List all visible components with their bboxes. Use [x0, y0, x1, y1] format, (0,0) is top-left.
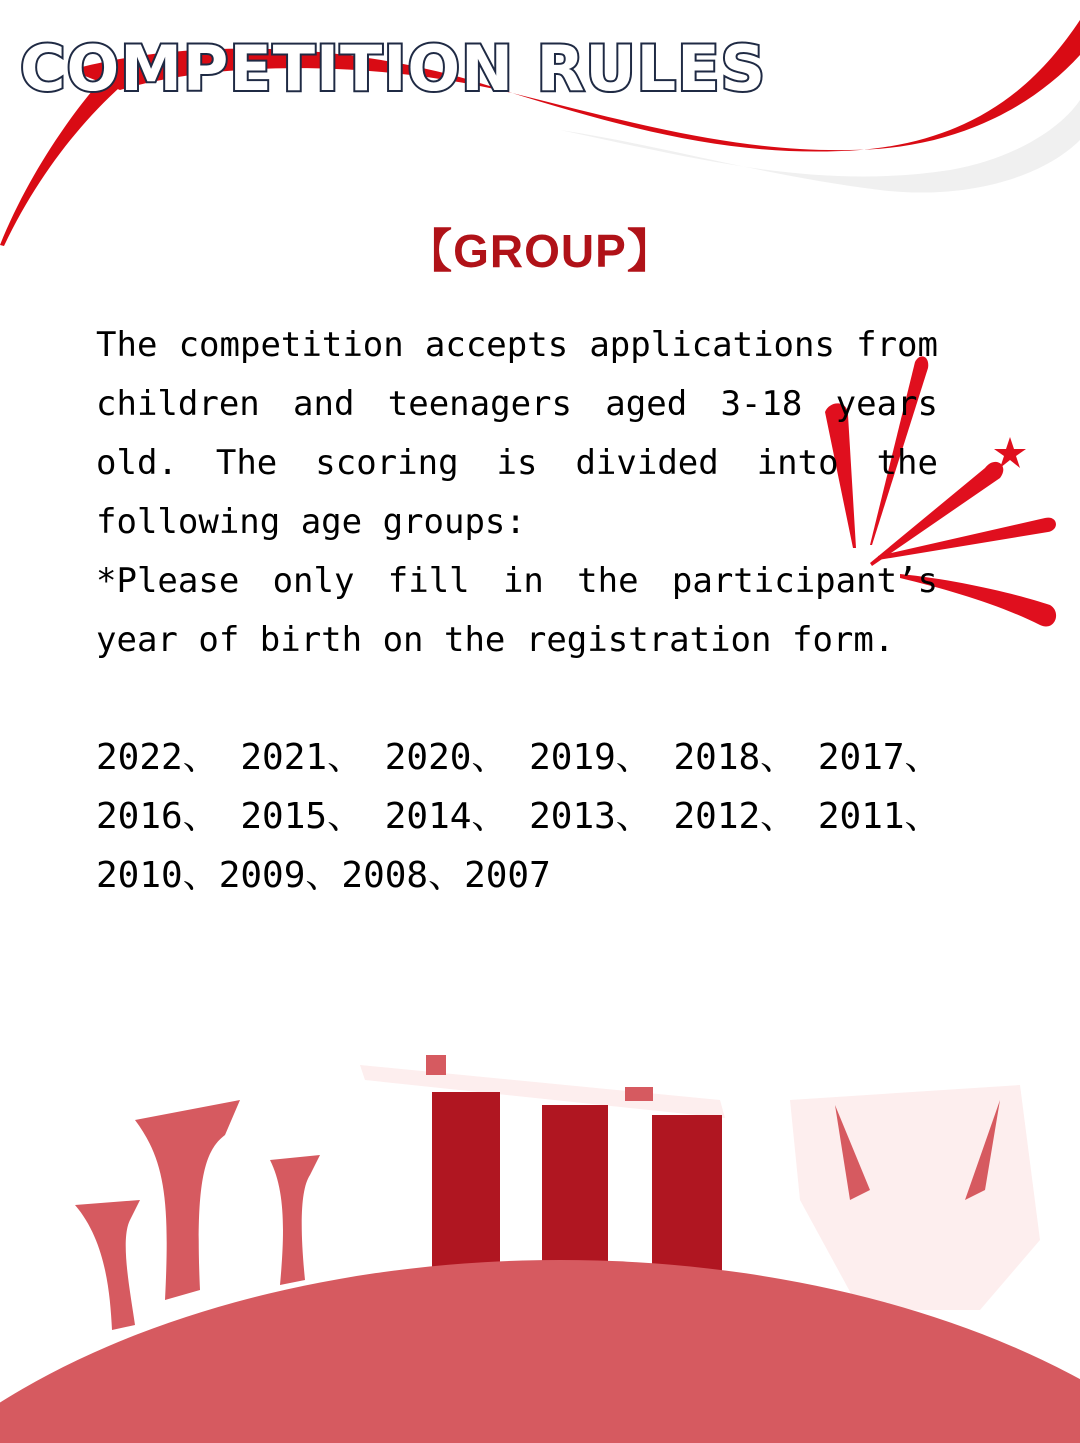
year-row: 2022、 2021、 2020、 2019、 2018、 2017、 [96, 737, 941, 778]
registration-note: *Please only fill in the participant’s year of birth on the registration form. [96, 561, 938, 660]
page-title: COMPETITION RULES [20, 32, 767, 105]
year-row: 2010、2009、2008、2007 [96, 855, 551, 896]
birth-year-list [96, 728, 956, 905]
section-heading: 【GROUP】 [406, 225, 674, 277]
year-row: 2016、 2015、 2014、 2013、 2012、 2011、 [96, 796, 941, 837]
intro-paragraph: The competition accepts applications from children and teenagers aged 3-18 years old. The scoring is divided into the following age groups: [96, 325, 938, 542]
singapore-skyline-illustration [0, 1055, 1080, 1443]
rules-body [96, 316, 938, 670]
